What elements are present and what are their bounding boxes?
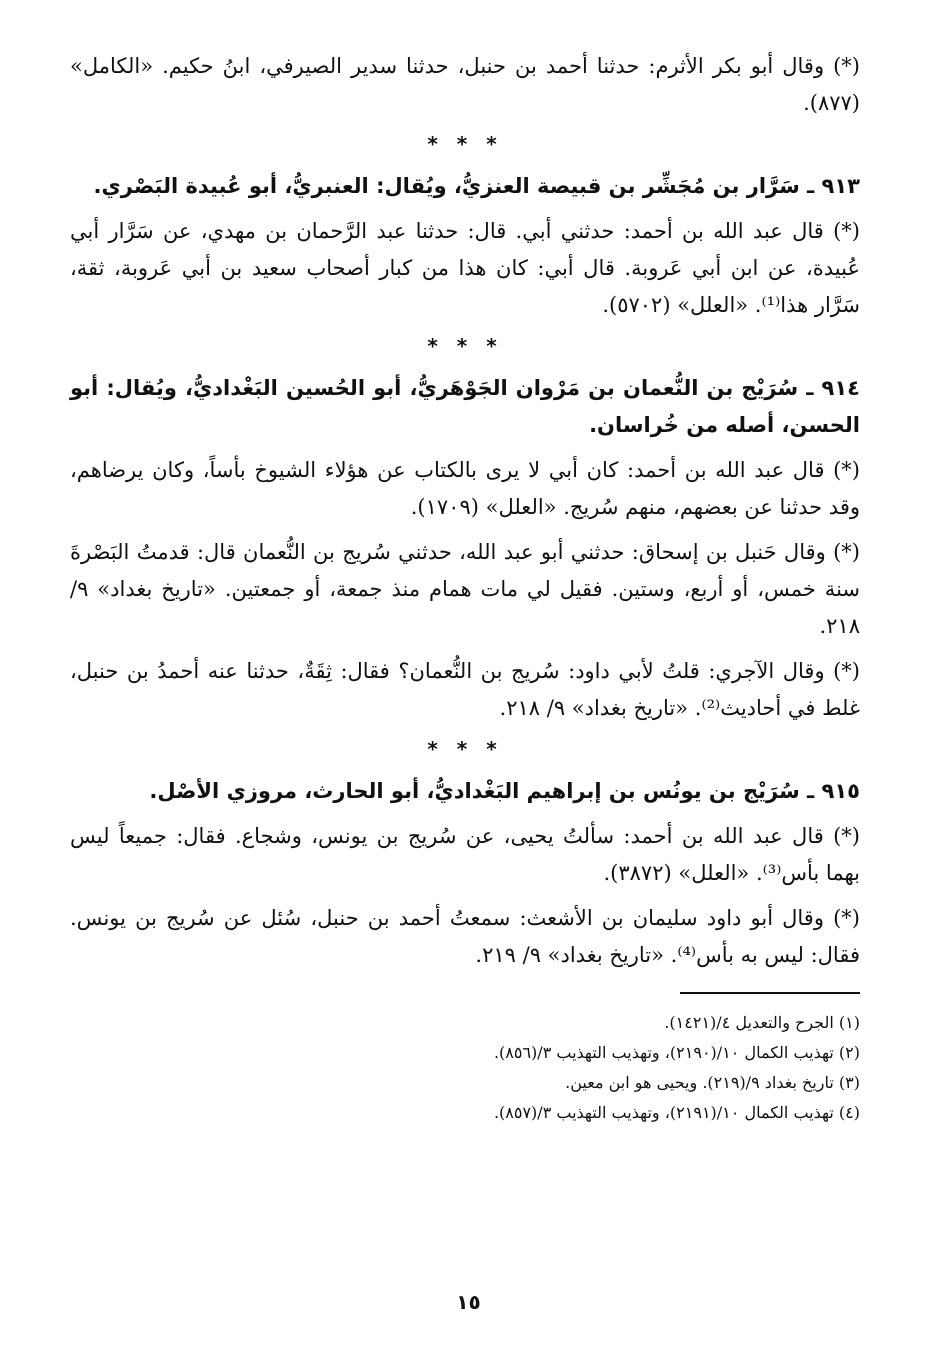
entry-heading-914: ٩١٤ ـ سُرَيْج بن النُّعمان بن مَرْوان الجَوْهَريُّ، أبو الحُسين البَغْداديُّ، ويُقال: أبو الحسن، أصله من خُراسان. <box>70 376 860 437</box>
footnote-divider <box>680 992 860 994</box>
paragraph-athram: (*) وقال أبو بكر الأثرم: حدثنا أحمد بن حنبل، حدثنا سدير الصيرفي، ابنُ حكيم. «الكامل» (٨٧٧). <box>70 54 860 115</box>
paragraph-914-hanbal: (*) وقال حَنبل بن إسحاق: حدثني أبو عبد الله، حدثني سُريج بن النُّعمان قال: قدمتُ البَصْرةَ سنة خمس، أو أربع، وستين. فقيل لي مات همام منذ جمعة، أو جمعتين. «تاريخ بغداد» ٩/ ٢١٨. <box>70 540 860 638</box>
footnote-2: (٢) تهذيب الكمال ١٠/(٢١٩٠)، وتهذيب التهذيب ٣/(٨٥٦). <box>493 1043 860 1062</box>
page-number: ١٥ <box>456 1290 481 1314</box>
paragraph-915-abdallah: (*) قال عبد الله بن أحمد: سألتُ يحيى، عن سُريج بن يونس، وشجاع. فقال: جميعاً ليس بهما بأس⁽³⁾. «العلل» (٣٨٧٢). <box>70 824 860 885</box>
footnote-1: (١) الجرح والتعديل ٤/(١٤٢١). <box>664 1013 860 1032</box>
paragraph-914-ajurri: (*) وقال الآجري: قلتُ لأبي داود: سُريج بن النُّعمان؟ فقال: ثِقَةٌ، حدثنا عنه أحمدُ بن حنبل، غلط في أحاديث⁽²⁾. «تاريخ بغداد» ٩/ ٢١٨. <box>70 659 860 720</box>
entry-heading-913: ٩١٣ ـ سَرَّار بن مُجَشِّر بن قبيصة العنزيُّ، ويُقال: العنبريُّ، أبو عُبيدة البَصْري. <box>93 174 860 198</box>
entry-heading-915: ٩١٥ ـ سُرَيْج بن يونُس بن إبراهيم البَغْداديُّ، أبو الحارث، مروزي الأصْل. <box>149 779 860 803</box>
section-separator: * * * <box>427 737 503 761</box>
page-body <box>70 48 860 1128</box>
footnote-3: (٣) تاريخ بغداد ٩/(٢١٩). ويحيى هو ابن معين. <box>565 1073 860 1092</box>
section-separator: * * * <box>427 132 503 156</box>
paragraph-915-abudawud: (*) وقال أبو داود سليمان بن الأشعث: سمعتُ أحمد بن حنبل، سُئل عن سُريج بن يونس. فقال: ليس به بأس⁽⁴⁾. «تاريخ بغداد» ٩/ ٢١٩. <box>70 906 860 967</box>
paragraph-914-abdallah: (*) قال عبد الله بن أحمد: كان أبي لا يرى بالكتاب عن هؤلاء الشيوخ بأساً، وكان يرضاهم، وقد حدثنا عن بعضهم، منهم سُريج. «العلل» (١٧٠٩). <box>70 458 860 519</box>
paragraph-913-abdallah: (*) قال عبد الله بن أحمد: حدثني أبي. قال: حدثنا عبد الرَّحمان بن مهدي، عن سَرَّار أبي عُبيدة، عن ابن أبي عَروبة. قال أبي: كان هذا من كبار أصحاب سعيد بن أبي عَروبة، ثقة، سَرَّار هذا⁽¹⁾. «العلل» (٥٧٠٢). <box>70 219 860 317</box>
footnote-4: (٤) تهذيب الكمال ١٠/(٢١٩١)، وتهذيب التهذيب ٣/(٨٥٧). <box>493 1103 860 1122</box>
footnotes <box>70 1008 860 1128</box>
section-separator: * * * <box>427 334 503 358</box>
